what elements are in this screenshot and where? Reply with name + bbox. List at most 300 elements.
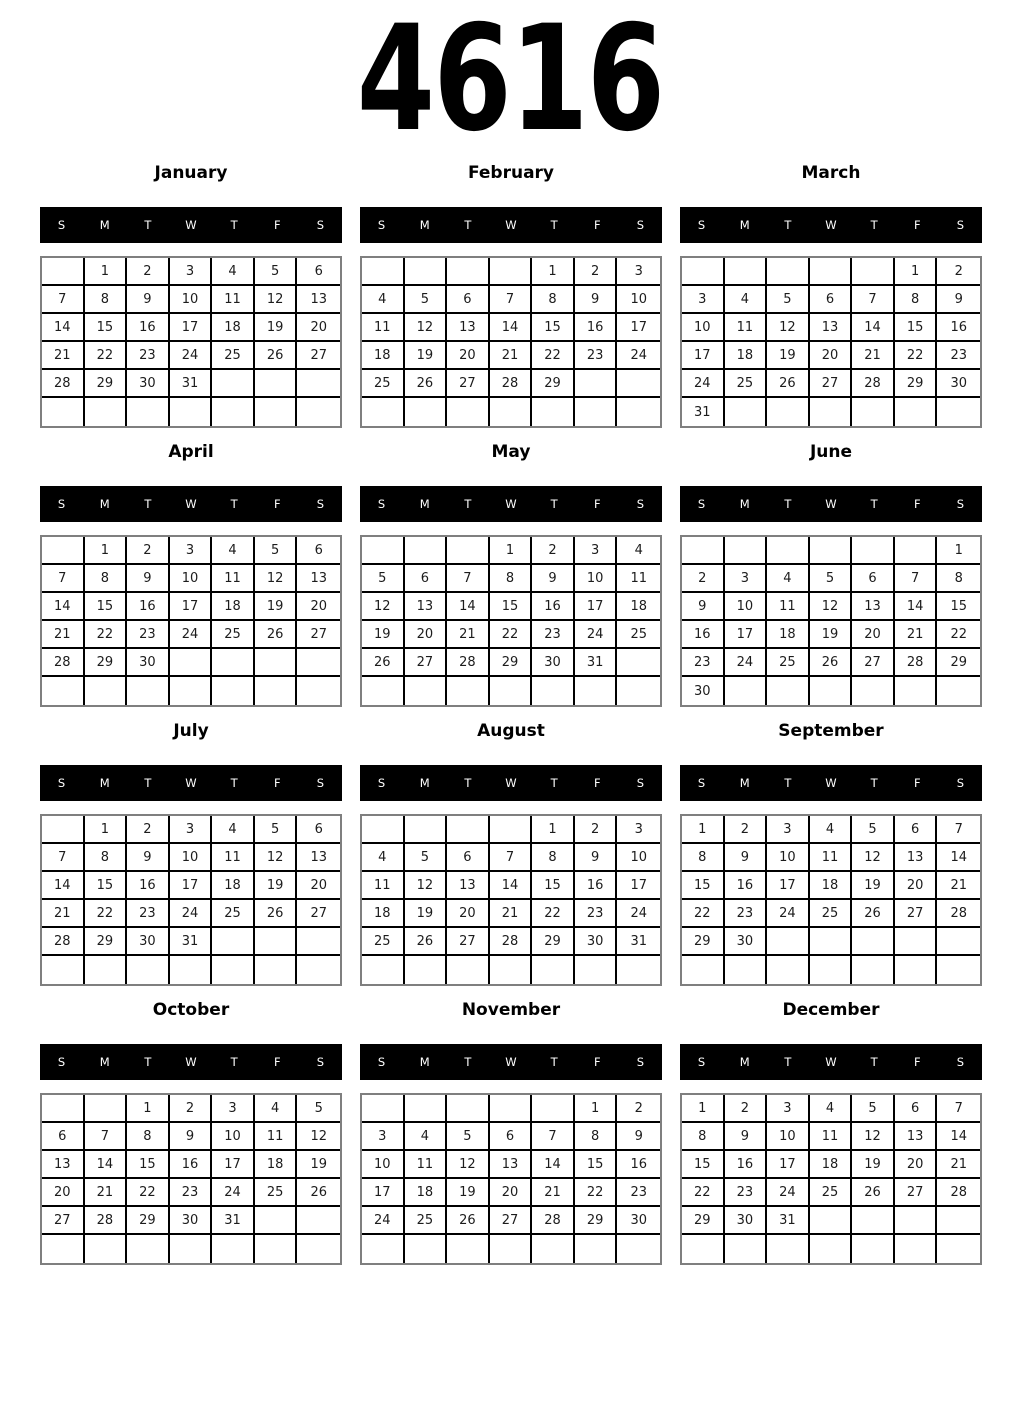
- day-cell: 1: [575, 1095, 618, 1123]
- day-cell: 11: [212, 844, 255, 872]
- day-cell: 29: [85, 928, 128, 956]
- day-cell-empty: [297, 677, 340, 705]
- day-cell: 23: [127, 900, 170, 928]
- day-cell: 30: [575, 928, 618, 956]
- day-cell: 13: [405, 593, 448, 621]
- day-cell: 11: [362, 314, 405, 342]
- day-cell: 4: [617, 537, 660, 565]
- day-cell: 26: [767, 370, 810, 398]
- day-cell: 31: [682, 398, 725, 426]
- day-cell: 22: [682, 900, 725, 928]
- day-cell: 22: [127, 1179, 170, 1207]
- day-cell: 12: [447, 1151, 490, 1179]
- day-cell: 9: [725, 1123, 768, 1151]
- day-cell: 20: [297, 872, 340, 900]
- day-cell-empty: [255, 1207, 298, 1235]
- day-cell: 20: [810, 342, 853, 370]
- month-block-december: [680, 1000, 982, 1265]
- day-cell: 27: [810, 370, 853, 398]
- day-cell-empty: [212, 649, 255, 677]
- weekday-label: S: [956, 218, 965, 232]
- day-cell: 1: [682, 1095, 725, 1123]
- day-cell-empty: [767, 928, 810, 956]
- day-cell-empty: [170, 649, 213, 677]
- day-cell-empty: [170, 1235, 213, 1263]
- weekday-label: S: [697, 1055, 706, 1069]
- weekday-header-row: [40, 207, 342, 243]
- day-cell-empty: [810, 1235, 853, 1263]
- day-cell: 5: [255, 258, 298, 286]
- weekday-label: T: [784, 218, 792, 232]
- month-block-september: [680, 721, 982, 986]
- day-cell: 2: [170, 1095, 213, 1123]
- day-cell: 19: [852, 1151, 895, 1179]
- day-cell: 14: [895, 593, 938, 621]
- day-cell: 5: [852, 1095, 895, 1123]
- day-cell: 26: [405, 370, 448, 398]
- day-cell: 21: [42, 342, 85, 370]
- day-cell: 2: [725, 816, 768, 844]
- weekday-label: M: [99, 776, 110, 790]
- day-cell: 29: [682, 928, 725, 956]
- day-cell-empty: [852, 398, 895, 426]
- day-cell: 30: [725, 1207, 768, 1235]
- day-cell: 28: [852, 370, 895, 398]
- day-cell-empty: [532, 1095, 575, 1123]
- day-cell: 16: [682, 621, 725, 649]
- day-cell: 4: [810, 1095, 853, 1123]
- day-cell: 27: [297, 900, 340, 928]
- day-grid: [40, 256, 342, 428]
- day-cell: 11: [405, 1151, 448, 1179]
- day-cell-empty: [490, 398, 533, 426]
- day-cell: 18: [255, 1151, 298, 1179]
- weekday-label: W: [825, 1055, 837, 1069]
- day-cell: 5: [447, 1123, 490, 1151]
- day-cell-empty: [255, 677, 298, 705]
- day-cell: 19: [767, 342, 810, 370]
- day-cell: 30: [127, 370, 170, 398]
- day-cell-empty: [895, 956, 938, 984]
- day-cell: 21: [42, 621, 85, 649]
- weekday-label: T: [230, 776, 238, 790]
- day-cell-empty: [617, 398, 660, 426]
- month-title: September: [778, 721, 884, 741]
- day-cell-empty: [725, 956, 768, 984]
- day-cell-empty: [767, 956, 810, 984]
- day-cell: 22: [575, 1179, 618, 1207]
- day-cell-empty: [490, 677, 533, 705]
- day-cell: 1: [85, 258, 128, 286]
- day-cell: 18: [617, 593, 660, 621]
- day-cell: 16: [127, 872, 170, 900]
- day-grid: [40, 535, 342, 707]
- day-cell: 10: [767, 1123, 810, 1151]
- day-cell: 14: [447, 593, 490, 621]
- day-cell: 8: [682, 1123, 725, 1151]
- weekday-header-row: [40, 765, 342, 801]
- day-cell-empty: [767, 398, 810, 426]
- day-cell: 30: [170, 1207, 213, 1235]
- day-cell: 19: [362, 621, 405, 649]
- day-cell: 4: [405, 1123, 448, 1151]
- day-cell: 16: [575, 314, 618, 342]
- day-cell-empty: [767, 1235, 810, 1263]
- month-title: August: [477, 721, 545, 741]
- day-cell-empty: [575, 956, 618, 984]
- day-grid: [40, 1093, 342, 1265]
- weekday-header-row: [360, 486, 662, 522]
- weekday-label: S: [377, 218, 386, 232]
- day-cell: 22: [937, 621, 980, 649]
- day-cell: 20: [447, 342, 490, 370]
- day-cell-empty: [127, 956, 170, 984]
- weekday-label: S: [956, 776, 965, 790]
- day-cell: 20: [852, 621, 895, 649]
- weekday-label: M: [419, 1055, 430, 1069]
- day-cell: 7: [937, 1095, 980, 1123]
- day-cell-empty: [85, 1235, 128, 1263]
- day-cell-empty: [362, 1095, 405, 1123]
- day-cell: 19: [405, 900, 448, 928]
- day-cell: 27: [405, 649, 448, 677]
- day-cell: 19: [852, 872, 895, 900]
- day-cell: 1: [85, 816, 128, 844]
- day-cell: 16: [127, 593, 170, 621]
- day-cell: 5: [255, 816, 298, 844]
- day-cell: 12: [255, 844, 298, 872]
- day-cell-empty: [212, 398, 255, 426]
- weekday-label: W: [505, 1055, 517, 1069]
- day-cell: 9: [170, 1123, 213, 1151]
- day-cell-empty: [447, 1095, 490, 1123]
- day-cell: 27: [852, 649, 895, 677]
- day-cell: 11: [212, 565, 255, 593]
- day-cell: 21: [852, 342, 895, 370]
- day-cell-empty: [490, 1095, 533, 1123]
- day-cell: 27: [42, 1207, 85, 1235]
- day-cell: 18: [212, 872, 255, 900]
- day-cell-empty: [725, 1235, 768, 1263]
- day-cell: 22: [895, 342, 938, 370]
- day-cell: 3: [212, 1095, 255, 1123]
- day-cell-empty: [810, 928, 853, 956]
- weekday-label: S: [316, 497, 325, 511]
- day-cell: 15: [532, 314, 575, 342]
- day-grid: [360, 814, 662, 986]
- day-cell: 13: [297, 286, 340, 314]
- day-cell-empty: [447, 258, 490, 286]
- month-title: January: [154, 163, 228, 183]
- day-cell: 29: [575, 1207, 618, 1235]
- day-grid: [680, 1093, 982, 1265]
- day-cell-empty: [447, 398, 490, 426]
- day-cell-empty: [447, 677, 490, 705]
- day-cell: 18: [405, 1179, 448, 1207]
- day-cell: 21: [490, 900, 533, 928]
- day-cell-empty: [42, 1235, 85, 1263]
- day-cell: 21: [532, 1179, 575, 1207]
- weekday-label: T: [870, 218, 878, 232]
- day-cell: 22: [490, 621, 533, 649]
- day-cell-empty: [255, 928, 298, 956]
- day-cell: 19: [405, 342, 448, 370]
- day-cell: 21: [937, 1151, 980, 1179]
- day-cell-empty: [810, 537, 853, 565]
- day-cell: 24: [362, 1207, 405, 1235]
- day-cell: 28: [895, 649, 938, 677]
- day-cell: 4: [725, 286, 768, 314]
- day-cell: 29: [682, 1207, 725, 1235]
- day-cell: 21: [42, 900, 85, 928]
- day-cell-empty: [85, 1095, 128, 1123]
- day-cell: 12: [255, 286, 298, 314]
- weekday-label: W: [505, 776, 517, 790]
- day-cell: 15: [532, 872, 575, 900]
- weekday-label: W: [505, 497, 517, 511]
- day-cell: 24: [212, 1179, 255, 1207]
- day-cell: 29: [85, 370, 128, 398]
- weekday-label: S: [316, 1055, 325, 1069]
- day-cell: 12: [405, 872, 448, 900]
- day-cell: 11: [362, 872, 405, 900]
- day-cell: 9: [617, 1123, 660, 1151]
- day-cell: 12: [810, 593, 853, 621]
- day-cell: 13: [447, 314, 490, 342]
- day-cell: 7: [447, 565, 490, 593]
- day-cell: 14: [937, 1123, 980, 1151]
- day-cell: 23: [682, 649, 725, 677]
- day-cell: 14: [85, 1151, 128, 1179]
- day-cell: 21: [490, 342, 533, 370]
- day-cell: 18: [362, 900, 405, 928]
- day-cell: 5: [297, 1095, 340, 1123]
- year-title: 4616: [356, 0, 664, 164]
- weekday-label: F: [913, 218, 921, 232]
- day-cell: 23: [127, 342, 170, 370]
- day-cell: 8: [127, 1123, 170, 1151]
- weekday-label: W: [825, 218, 837, 232]
- day-cell: 13: [447, 872, 490, 900]
- weekday-label: T: [464, 218, 472, 232]
- day-cell: 1: [937, 537, 980, 565]
- day-cell-empty: [405, 1235, 448, 1263]
- weekday-label: M: [739, 1055, 750, 1069]
- day-cell: 7: [490, 286, 533, 314]
- day-cell: 1: [127, 1095, 170, 1123]
- day-cell-empty: [362, 537, 405, 565]
- day-cell-empty: [617, 956, 660, 984]
- day-cell: 14: [490, 314, 533, 342]
- day-cell: 2: [937, 258, 980, 286]
- weekday-header-row: [360, 1044, 662, 1080]
- weekday-label: T: [550, 1055, 558, 1069]
- day-cell-empty: [852, 928, 895, 956]
- day-cell: 10: [170, 565, 213, 593]
- day-cell: 11: [810, 844, 853, 872]
- day-cell-empty: [297, 398, 340, 426]
- month-title: July: [173, 721, 209, 741]
- day-cell: 12: [255, 565, 298, 593]
- day-cell: 14: [42, 872, 85, 900]
- day-cell-empty: [297, 1207, 340, 1235]
- day-cell: 19: [810, 621, 853, 649]
- weekday-label: S: [697, 776, 706, 790]
- weekday-label: S: [57, 218, 66, 232]
- day-cell: 1: [490, 537, 533, 565]
- weekday-label: M: [419, 218, 430, 232]
- day-cell: 6: [852, 565, 895, 593]
- day-cell: 30: [532, 649, 575, 677]
- weekday-label: T: [230, 218, 238, 232]
- weekday-label: T: [550, 497, 558, 511]
- day-cell-empty: [810, 398, 853, 426]
- month-title: November: [461, 1000, 561, 1020]
- day-cell: 4: [212, 816, 255, 844]
- day-cell: 4: [212, 537, 255, 565]
- day-cell-empty: [767, 677, 810, 705]
- day-cell-empty: [447, 1235, 490, 1263]
- day-cell-empty: [297, 370, 340, 398]
- day-cell: 3: [575, 537, 618, 565]
- month-block-february: [360, 163, 662, 428]
- month-title: May: [491, 442, 531, 462]
- day-cell: 10: [617, 286, 660, 314]
- day-cell-empty: [852, 537, 895, 565]
- weekday-header-row: [680, 486, 982, 522]
- day-cell-empty: [297, 1235, 340, 1263]
- day-cell: 29: [532, 928, 575, 956]
- day-cell: 3: [170, 258, 213, 286]
- day-cell-empty: [405, 677, 448, 705]
- weekday-label: T: [550, 776, 558, 790]
- day-cell: 18: [810, 1151, 853, 1179]
- day-cell: 8: [682, 844, 725, 872]
- weekday-label: T: [870, 1055, 878, 1069]
- weekday-label: S: [636, 1055, 645, 1069]
- weekday-label: F: [593, 218, 601, 232]
- day-cell: 17: [767, 872, 810, 900]
- day-cell: 30: [127, 649, 170, 677]
- day-cell: 9: [127, 844, 170, 872]
- day-cell: 9: [532, 565, 575, 593]
- day-cell: 24: [725, 649, 768, 677]
- weekday-label: S: [316, 776, 325, 790]
- weekday-label: T: [464, 497, 472, 511]
- day-cell: 29: [85, 649, 128, 677]
- day-cell-empty: [575, 1235, 618, 1263]
- day-cell: 12: [767, 314, 810, 342]
- day-cell-empty: [937, 398, 980, 426]
- day-cell: 12: [852, 1123, 895, 1151]
- day-cell-empty: [490, 258, 533, 286]
- day-cell: 18: [212, 314, 255, 342]
- day-cell: 8: [937, 565, 980, 593]
- day-cell: 22: [85, 342, 128, 370]
- day-cell: 20: [297, 593, 340, 621]
- day-cell: 23: [127, 621, 170, 649]
- day-cell: 27: [447, 928, 490, 956]
- day-cell: 6: [297, 816, 340, 844]
- day-cell-empty: [725, 258, 768, 286]
- day-cell-empty: [127, 1235, 170, 1263]
- month-block-november: [360, 1000, 662, 1265]
- weekday-header-row: [360, 207, 662, 243]
- day-cell: 24: [170, 621, 213, 649]
- day-cell-empty: [362, 398, 405, 426]
- day-cell-empty: [170, 956, 213, 984]
- day-cell: 7: [532, 1123, 575, 1151]
- day-cell-empty: [42, 258, 85, 286]
- day-cell: 17: [362, 1179, 405, 1207]
- weekday-label: T: [870, 776, 878, 790]
- day-cell: 19: [297, 1151, 340, 1179]
- day-cell: 2: [725, 1095, 768, 1123]
- day-cell: 5: [767, 286, 810, 314]
- day-cell: 9: [127, 565, 170, 593]
- day-cell: 15: [490, 593, 533, 621]
- day-cell: 18: [212, 593, 255, 621]
- day-cell: 19: [255, 872, 298, 900]
- day-cell: 24: [170, 342, 213, 370]
- day-cell: 14: [490, 872, 533, 900]
- day-cell: 11: [810, 1123, 853, 1151]
- day-cell: 15: [575, 1151, 618, 1179]
- day-cell: 6: [895, 816, 938, 844]
- day-cell: 6: [447, 844, 490, 872]
- day-cell: 22: [85, 621, 128, 649]
- day-cell: 7: [42, 844, 85, 872]
- day-cell: 21: [895, 621, 938, 649]
- day-grid: [360, 256, 662, 428]
- month-block-january: [40, 163, 342, 428]
- day-cell: 9: [575, 844, 618, 872]
- day-cell: 20: [895, 872, 938, 900]
- day-cell-empty: [852, 677, 895, 705]
- day-cell: 15: [682, 872, 725, 900]
- weekday-label: M: [99, 1055, 110, 1069]
- day-cell: 26: [852, 900, 895, 928]
- day-cell-empty: [682, 1235, 725, 1263]
- day-cell-empty: [937, 1235, 980, 1263]
- day-cell: 16: [575, 872, 618, 900]
- day-cell: 13: [810, 314, 853, 342]
- day-cell: 4: [362, 286, 405, 314]
- weekday-label: F: [273, 1055, 281, 1069]
- day-cell: 8: [490, 565, 533, 593]
- day-cell-empty: [212, 956, 255, 984]
- day-cell: 23: [532, 621, 575, 649]
- day-cell-empty: [725, 677, 768, 705]
- day-cell: 31: [767, 1207, 810, 1235]
- day-grid: [680, 535, 982, 707]
- day-cell: 13: [852, 593, 895, 621]
- weekday-label: S: [636, 497, 645, 511]
- day-cell: 4: [255, 1095, 298, 1123]
- day-cell: 30: [725, 928, 768, 956]
- day-cell: 8: [85, 286, 128, 314]
- day-cell-empty: [575, 398, 618, 426]
- month-block-may: [360, 442, 662, 707]
- day-cell-empty: [852, 1207, 895, 1235]
- day-cell-empty: [170, 677, 213, 705]
- day-cell: 7: [42, 565, 85, 593]
- day-cell-empty: [255, 398, 298, 426]
- day-cell-empty: [405, 956, 448, 984]
- day-cell: 17: [170, 593, 213, 621]
- day-cell: 16: [170, 1151, 213, 1179]
- day-cell: 7: [895, 565, 938, 593]
